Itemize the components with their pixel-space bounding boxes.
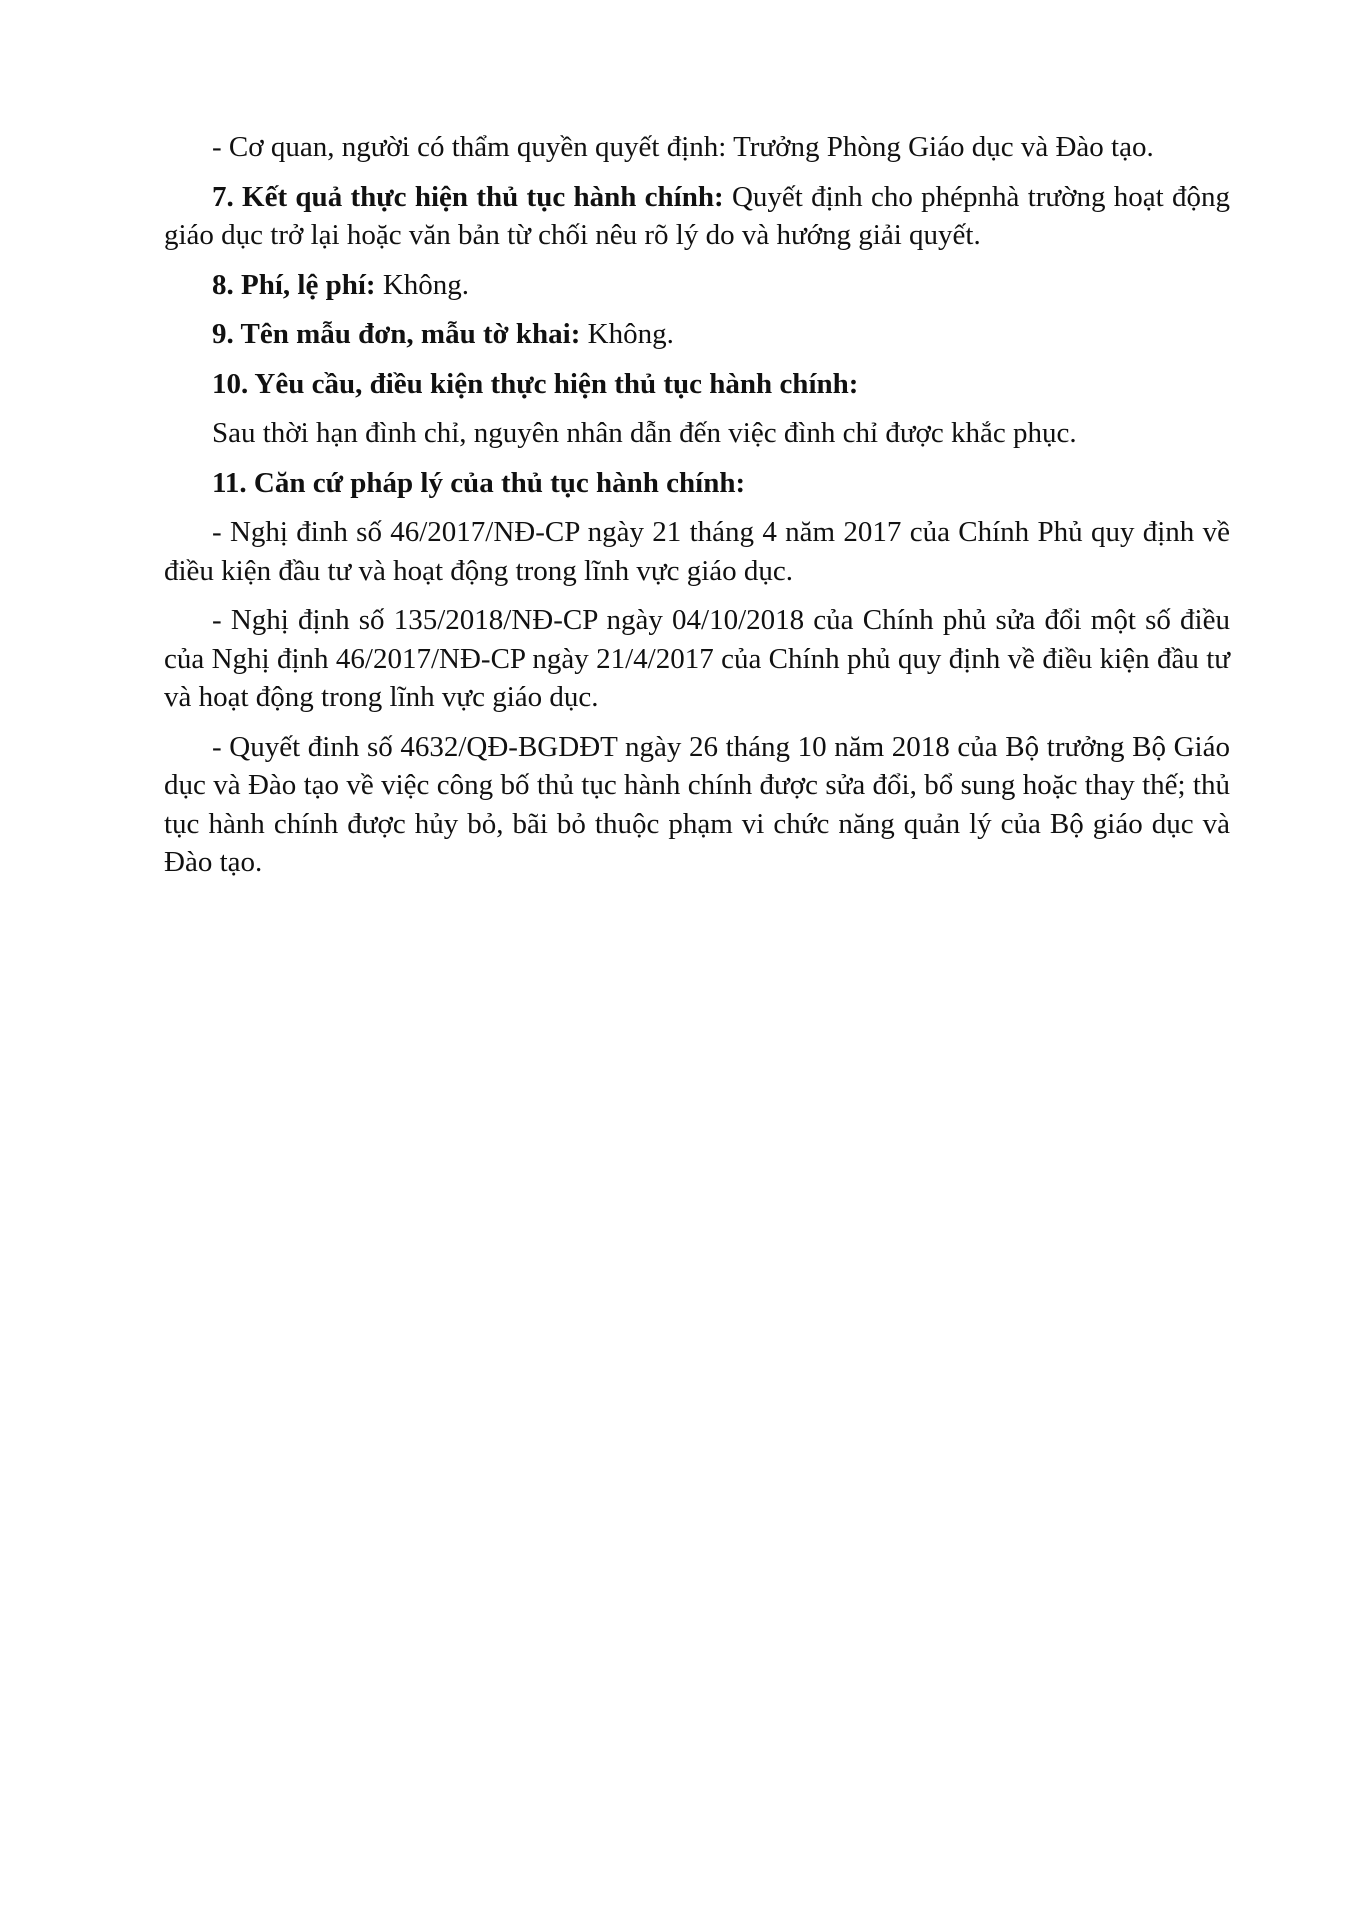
paragraph-yeu-cau-heading [164, 365, 1230, 404]
paragraph-text: - Quyết đinh số 4632/QĐ-BGDĐT ngày 26 tháng 10 năm 2018 của Bộ trưởng Bộ Giáo dục và Đào tạo về việc công bố thủ tục hành chính được sửa đổi, bổ sung hoặc thay thế; thủ tục hành chính được hủy bỏ, bãi bỏ thuộc phạm vi chức năng quản lý của Bộ giáo dục và Đào tạo. [164, 730, 1230, 878]
paragraph-ten-mau-don [164, 315, 1230, 354]
paragraph-text: Sau thời hạn đình chỉ, nguyên nhân dẫn đến việc đình chỉ được khắc phục. [212, 417, 1077, 449]
paragraph-text: Không. [375, 268, 470, 301]
section-heading: 9. Tên mẫu đơn, mẫu tờ khai: [212, 318, 581, 350]
section-heading: 10. Yêu cầu, điều kiện thực hiện thủ tục hành chính: [212, 367, 859, 400]
paragraph-yeu-cau-text [164, 414, 1230, 453]
paragraph-can-cu-heading [164, 464, 1230, 503]
paragraph-nghi-dinh-135 [164, 601, 1230, 717]
section-heading: 7. Kết quả thực hiện thủ tục hành chính: [212, 180, 724, 213]
paragraph-phi-le-phi [164, 266, 1230, 305]
paragraph-co-quan [164, 128, 1230, 167]
paragraph-text: Quyết định cho phépnhà trường hoạt động giáo dục trở lại hoặc văn bản từ chối nêu rõ lý do và hướng giải quyết. [164, 180, 1230, 251]
document-body [164, 128, 1230, 893]
paragraph-text: Không. [580, 318, 674, 350]
paragraph-ket-qua [164, 178, 1230, 255]
paragraph-text: - Nghị định số 135/2018/NĐ-CP ngày 04/10/2018 của Chính phủ sửa đổi một số điều của Nghị định 46/2017/NĐ-CP ngày 21/4/2017 của Chính phủ quy định về điều kiện đầu tư và hoạt động trong lĩnh vực giáo dục. [164, 604, 1230, 713]
paragraph-quyet-dinh-4632 [164, 728, 1230, 882]
paragraph-text: - Nghị đinh số 46/2017/NĐ-CP ngày 21 tháng 4 năm 2017 của Chính Phủ quy định về điều kiện đầu tư và hoạt động trong lĩnh vực giáo dục. [164, 516, 1230, 587]
section-heading: 11. Căn cứ pháp lý của thủ tục hành chính: [212, 466, 746, 499]
section-heading: 8. Phí, lệ phí: [212, 268, 376, 301]
paragraph-text: - Cơ quan, người có thẩm quyền quyết định: Trưởng Phòng Giáo dục và Đào tạo. [212, 131, 1154, 163]
paragraph-nghi-dinh-46 [164, 513, 1230, 590]
